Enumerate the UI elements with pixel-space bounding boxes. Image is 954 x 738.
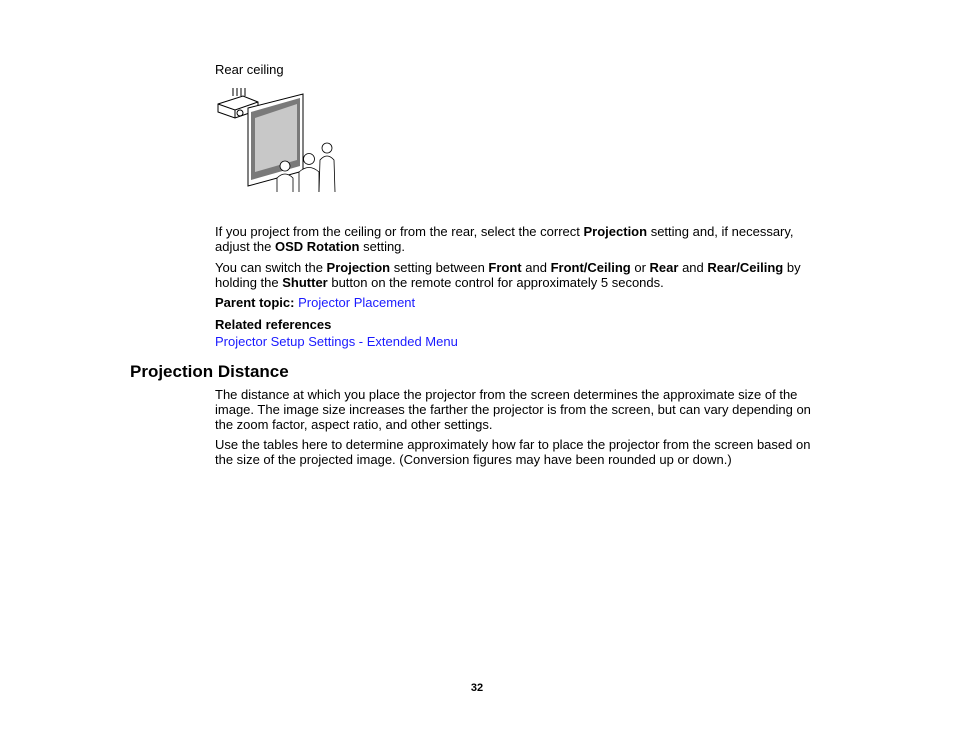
projector-setup-settings-link[interactable]: Projector Setup Settings - Extended Menu	[215, 334, 458, 349]
section-title: Projection Distance	[130, 362, 289, 381]
rear-ceiling-illustration	[213, 86, 338, 194]
page-number: 32	[470, 682, 484, 694]
related-references-heading: Related references	[215, 317, 332, 332]
projection-instructions: If you project from the ceiling or from the rear, select the correct Projection setting and, if necessary, adjust the OSD Rotation setting.	[215, 224, 794, 254]
parent-topic	[215, 295, 825, 310]
section-paragraph-1: The distance at which you place the projector from the screen determines the approximate size of the image. The image size increases the farther the projector is from the screen, but can vary depending on the zoom factor, aspect ratio, and other settings.	[215, 387, 811, 432]
section-paragraph-2: Use the tables here to determine approximately how far to place the projector from the screen based on the size of the projected image. (Conversion figures may have been rounded up or down.)	[215, 437, 811, 467]
related-references	[215, 334, 825, 349]
parent-topic-label: Parent topic:	[215, 295, 295, 310]
figure-caption: Rear ceiling	[215, 62, 284, 77]
projection-switch-instructions: You can switch the Projection setting between Front and Front/Ceiling or Rear and Rear/Ceiling by holding the Shutter button on the remote control for approximately 5 seconds.	[215, 260, 801, 290]
projector-placement-link[interactable]: Projector Placement	[298, 295, 416, 310]
